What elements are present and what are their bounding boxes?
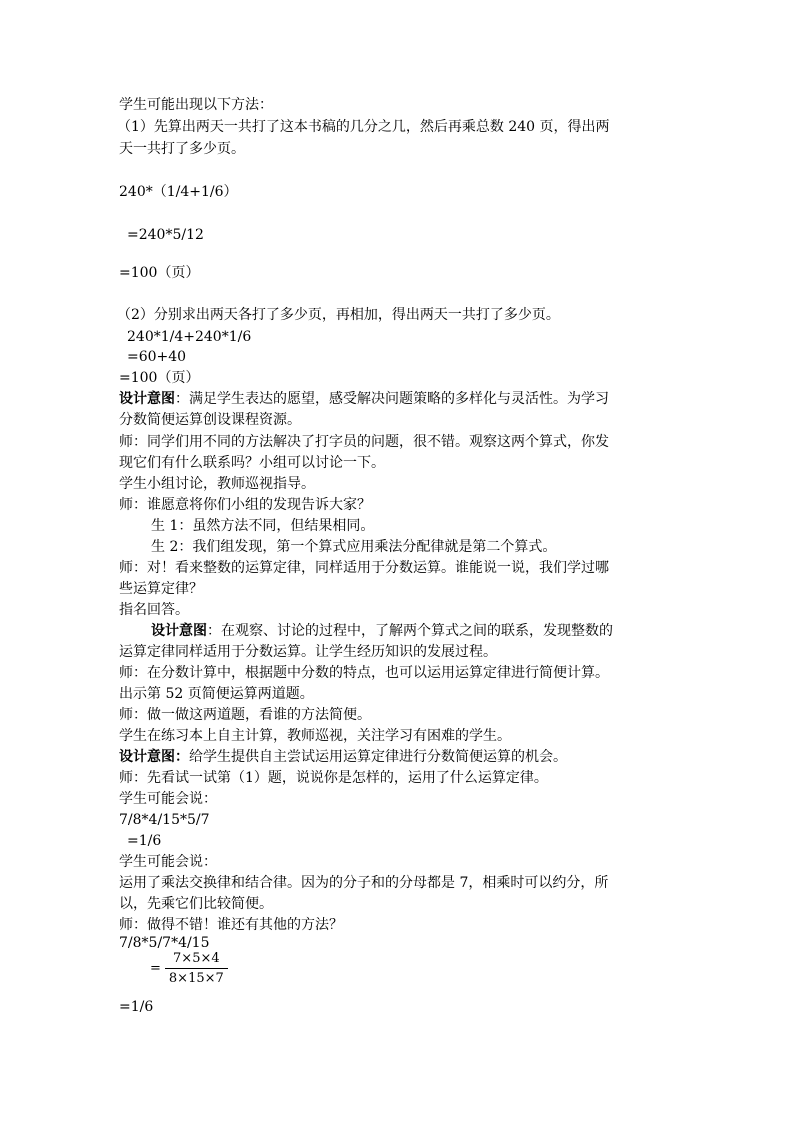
text-line: （1）先算出两天一共打了这本书稿的几分之几，然后再乘总数 240 页，得出两 bbox=[117, 119, 610, 135]
design-intent-text: ：满足学生表达的愿望，感受解决问题策略的多样化与灵活性。为学习 bbox=[175, 391, 609, 407]
dialog-line: 以，先乘它们比较简便。 bbox=[119, 896, 273, 912]
text-line: 天一共打了多少页。 bbox=[119, 141, 245, 157]
dialog-line: 师：在分数计算中，根据题中分数的特点，也可以运用运算定律进行简便计算。 bbox=[119, 665, 609, 681]
equals-sign: = bbox=[150, 961, 161, 976]
dialog-line: 师：做一做这两道题，看谁的方法简便。 bbox=[119, 707, 371, 723]
design-intent-text: ：在观察、讨论的过程中，了解两个算式之间的联系，发现整数的 bbox=[207, 623, 613, 639]
dialog-line: 师：谁愿意将你们小组的发现告诉大家？ bbox=[119, 497, 371, 513]
dialog-line: 学生小组讨论，教师巡视指导。 bbox=[119, 476, 315, 492]
formula-line: =100（页） bbox=[119, 265, 200, 281]
design-intent-label: 设计意图： bbox=[119, 749, 189, 765]
text-line: 学生可能出现以下方法： bbox=[119, 97, 273, 113]
dialog-line: 学生可能会说： bbox=[119, 791, 217, 807]
text-line: 运算定律同样适用于分数运算。让学生经历知识的发展过程。 bbox=[119, 644, 497, 660]
dialog-line: 师：做得不错！谁还有其他的方法？ bbox=[119, 917, 343, 933]
formula-line: =1/6 bbox=[127, 833, 162, 849]
fraction-expression bbox=[150, 951, 228, 986]
fraction bbox=[165, 951, 228, 986]
dialog-line: 生 2：我们组发现，第一个算式应用乘法分配律就是第二个算式。 bbox=[151, 539, 557, 555]
dialog-line: 出示第 52 页简便运算两道题。 bbox=[119, 686, 314, 702]
design-intent-2 bbox=[151, 621, 613, 641]
dialog-line: 现它们有什么联系吗？小组可以讨论一下。 bbox=[119, 455, 385, 471]
formula-line: 7/8*4/15*5/7 bbox=[119, 812, 210, 828]
design-intent-1 bbox=[119, 389, 609, 409]
dialog-line: 些运算定律？ bbox=[119, 581, 203, 597]
formula-line: =240*5/12 bbox=[127, 227, 204, 243]
dialog-line: 师：对！看来整数的运算定律，同样适用于分数运算。谁能说一说，我们学过哪 bbox=[119, 560, 609, 576]
dialog-line: 师：同学们用不同的方法解决了打字员的问题，很不错。观察这两个算式，你发 bbox=[119, 434, 609, 450]
dialog-line: 生 1：虽然方法不同，但结果相同。 bbox=[151, 518, 375, 534]
formula-line: 7/8*5/7*4/15 bbox=[119, 935, 210, 951]
text-line: 分数简便运算创设课程资源。 bbox=[119, 412, 301, 428]
design-intent-label: 设计意图 bbox=[119, 391, 175, 407]
formula-line: =60+40 bbox=[127, 349, 187, 365]
dialog-line: 运用了乘法交换律和结合律。因为的分子和的分母都是 7，相乘时可以约分，所 bbox=[119, 875, 609, 891]
dialog-line: 师：先看试一试第（1）题，说说你是怎样的，运用了什么运算定律。 bbox=[119, 770, 548, 786]
design-intent-label: 设计意图 bbox=[151, 623, 207, 639]
dialog-line: 学生在练习本上自主计算，教师巡视，关注学习有困难的学生。 bbox=[119, 728, 511, 744]
formula-line: =100（页） bbox=[119, 370, 200, 386]
fraction-denominator: 8×15×7 bbox=[168, 971, 224, 986]
text-line: （2）分别求出两天各打了多少页，再相加，得出两天一共打了多少页。 bbox=[117, 307, 560, 323]
formula-line: =1/6 bbox=[119, 999, 154, 1015]
dialog-line: 指名回答。 bbox=[119, 602, 189, 618]
formula-line: 240*1/4+240*1/6 bbox=[127, 329, 252, 345]
formula-line: 240*（1/4+1/6） bbox=[119, 184, 238, 200]
dialog-line: 学生可能会说： bbox=[119, 854, 217, 870]
design-intent-text: 给学生提供自主尝试运用运算定律进行分数简便运算的机会。 bbox=[189, 749, 567, 765]
fraction-numerator: 7×5×4 bbox=[173, 951, 220, 966]
design-intent-3 bbox=[119, 747, 567, 767]
